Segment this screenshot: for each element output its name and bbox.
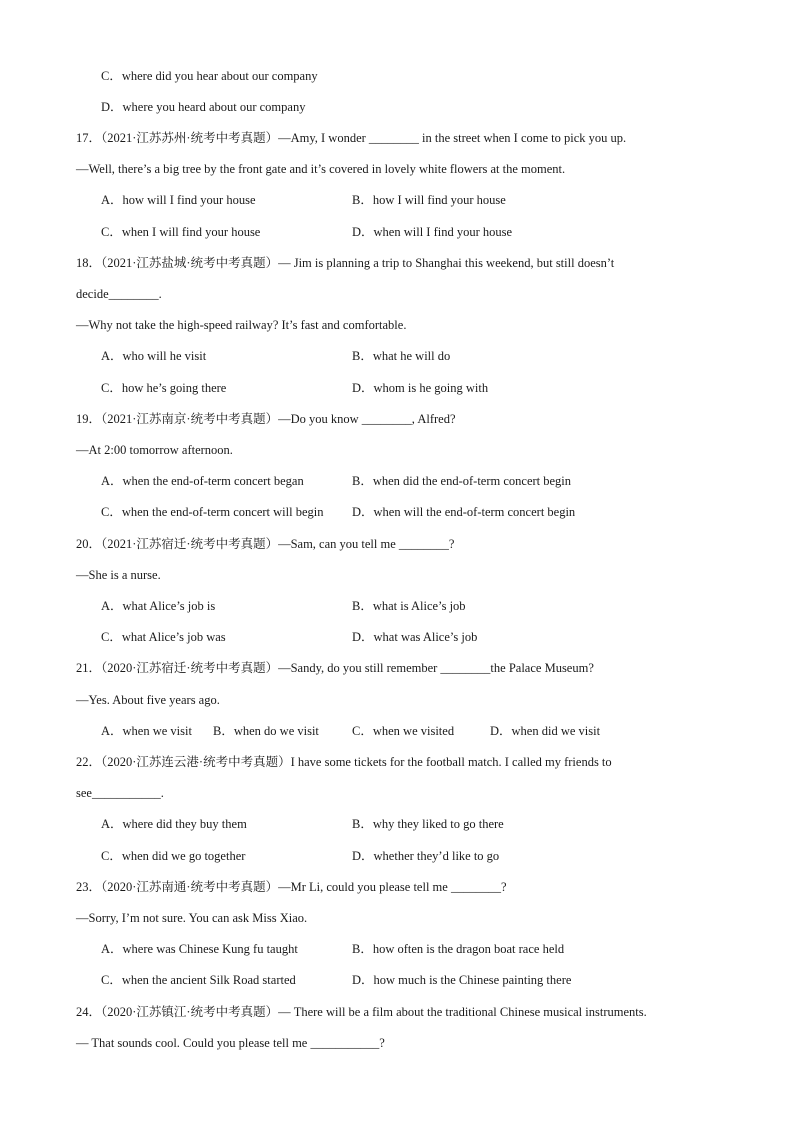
option-c: C．when I will find your house xyxy=(101,225,261,239)
question-dialogue: —Sorry, I’m not sure. You can ask Miss Xiao. xyxy=(76,911,308,925)
option-c: C．when the ancient Silk Road started xyxy=(101,973,296,987)
option-a: A．how will I find your house xyxy=(101,193,256,207)
question-dialogue: —At 2:00 tomorrow afternoon. xyxy=(76,443,233,457)
option-a: A．who will he visit xyxy=(101,349,207,363)
question-dialogue: —Yes. About five years ago. xyxy=(76,693,220,707)
option-d: D．when will I find your house xyxy=(352,225,513,239)
option-d: D．what was Alice’s job xyxy=(352,630,478,644)
question-stem-continued: see___________. xyxy=(76,786,164,800)
question-stem-continued: decide________. xyxy=(76,287,162,301)
question-stem: 17．（2021·江苏苏州·统考中考真题）—Amy, I wonder ________ in the street when I come to pick you up. xyxy=(76,131,627,145)
option-d: D．whether they’d like to go xyxy=(352,849,500,863)
question-stem: 24．（2020·江苏镇江·统考中考真题）— There will be a film about the traditional Chinese musical instruments. xyxy=(76,1005,647,1019)
question-dialogue: —Well, there’s a big tree by the front gate and it’s covered in lovely white flowers at the moment. xyxy=(76,162,566,176)
question-dialogue: —She is a nurse. xyxy=(76,568,161,582)
option-c: C．where did you hear about our company xyxy=(101,69,318,83)
question-dialogue: — That sounds cool. Could you please tell me ___________? xyxy=(76,1036,385,1050)
option-d: D．when did we visit xyxy=(490,724,601,738)
option-b: B．what he will do xyxy=(352,349,451,363)
option-b: B．what is Alice’s job xyxy=(352,599,466,613)
option-b: B．why they liked to go there xyxy=(352,817,504,831)
option-a: A．where was Chinese Kung fu taught xyxy=(101,942,298,956)
question-stem: 21．（2020·江苏宿迁·统考中考真题）—Sandy, do you still remember ________the Palace Museum? xyxy=(76,661,594,675)
question-stem: 23．（2020·江苏南通·统考中考真题）—Mr Li, could you please tell me ________? xyxy=(76,880,507,894)
question-stem: 22．（2020·江苏连云港·统考中考真题）I have some tickets for the football match. I called my friends to xyxy=(76,755,612,769)
option-b: B．when do we visit xyxy=(213,724,319,738)
option-c: C．when the end-of-term concert will begin xyxy=(101,505,324,519)
option-a: A．when the end-of-term concert began xyxy=(101,474,304,488)
option-a: A．what Alice’s job is xyxy=(101,599,216,613)
option-d: D．whom is he going with xyxy=(352,381,489,395)
question-dialogue: —Why not take the high-speed railway? It’s fast and comfortable. xyxy=(76,318,407,332)
option-a: A．when we visit xyxy=(101,724,192,738)
option-d: D．where you heard about our company xyxy=(101,100,306,114)
option-d: D．how much is the Chinese painting there xyxy=(352,973,572,987)
option-c: C．when we visited xyxy=(352,724,455,738)
question-stem: 18．（2021·江苏盐城·统考中考真题）— Jim is planning a trip to Shanghai this weekend, but still doesn’t xyxy=(76,256,615,270)
option-c: C．when did we go together xyxy=(101,849,246,863)
option-c: C．what Alice’s job was xyxy=(101,630,226,644)
question-stem: 19．（2021·江苏南京·统考中考真题）—Do you know ________, Alfred? xyxy=(76,412,456,426)
option-b: B．how I will find your house xyxy=(352,193,506,207)
option-d: D．when will the end-of-term concert begin xyxy=(352,505,576,519)
option-a: A．where did they buy them xyxy=(101,817,247,831)
option-b: B．when did the end-of-term concert begin xyxy=(352,474,572,488)
question-stem: 20．（2021·江苏宿迁·统考中考真题）—Sam, can you tell me ________? xyxy=(76,537,455,551)
option-b: B．how often is the dragon boat race held xyxy=(352,942,565,956)
option-c: C．how he’s going there xyxy=(101,381,227,395)
